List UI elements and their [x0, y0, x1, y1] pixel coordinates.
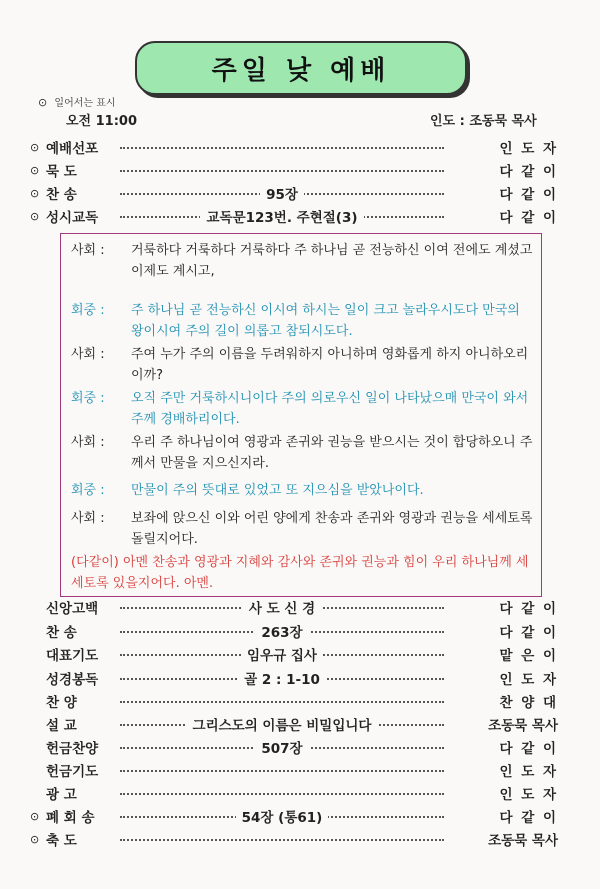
order-item-center: 263장 — [255, 621, 308, 641]
order-item-participant: 인 도 자 — [499, 672, 558, 688]
order-item-detail — [120, 691, 444, 711]
order-item-center: 골 2 : 1-10 — [238, 668, 326, 688]
standing-legend-text: 일어서는 표시 — [54, 98, 116, 109]
order-item-label: 대표기도 — [46, 648, 99, 664]
standing-mark-icon: ⊙ — [30, 163, 40, 177]
responsive-text: 거룩하다 거룩하다 거룩하다 주 하나님 곧 전능하신 이여 전에도 계셨고 이제도 계시고, — [131, 243, 533, 279]
order-item-label: 헌금기도 — [46, 764, 99, 780]
standing-mark-icon: ⊙ — [30, 832, 40, 846]
order-row — [30, 806, 558, 826]
order-row — [30, 714, 558, 734]
responsive-text: (다같이) 아멘 찬송과 영광과 지혜와 감사와 존귀와 권능과 힘이 우리 하나님께 세세토록 있을지어다. 아멘. — [71, 555, 529, 591]
order-item-participant: 다 같 이 — [499, 601, 558, 617]
order-item-detail — [120, 183, 444, 203]
order-item-label: 찬 송 — [46, 625, 77, 641]
order-item-detail — [120, 668, 444, 688]
responsive-speaker: 사회 : — [71, 243, 105, 258]
standing-legend — [38, 94, 116, 109]
order-row — [30, 783, 558, 803]
order-item-label: 폐 회 송 — [46, 810, 95, 826]
order-item-detail — [120, 829, 444, 849]
dot-leader — [120, 170, 444, 172]
order-item-participant: 다 같 이 — [499, 741, 558, 757]
dot-leader — [120, 147, 444, 149]
order-item-detail — [120, 206, 444, 226]
service-time: 오전 11:00 — [66, 114, 138, 129]
order-row — [30, 137, 558, 157]
responsive-line — [71, 240, 533, 282]
standing-mark-icon: ⊙ — [30, 809, 40, 823]
order-item-label: 헌금찬양 — [46, 741, 99, 757]
order-item-participant: 인 도 자 — [499, 787, 558, 803]
order-item-participant: 다 같 이 — [499, 625, 558, 641]
order-item-detail — [120, 714, 444, 734]
order-item-detail — [120, 137, 444, 157]
order-item-detail — [120, 160, 444, 180]
order-item-detail — [120, 597, 444, 617]
dot-leader — [120, 770, 444, 772]
order-item-participant: 맡 은 이 — [499, 648, 558, 664]
order-item-participant: 인 도 자 — [499, 141, 558, 157]
order-item-participant: 찬 양 대 — [499, 695, 558, 711]
order-row — [30, 160, 558, 180]
responsive-speaker: 사회 : — [71, 347, 105, 362]
standing-mark-icon: ⊙ — [30, 209, 40, 223]
order-item-label: 찬 양 — [46, 695, 77, 711]
order-item-label: 축 도 — [46, 833, 77, 849]
order-item-participant: 다 같 이 — [499, 164, 558, 180]
service-leader: 인도 : 조동묵 목사 — [430, 114, 537, 129]
responsive-line — [71, 508, 533, 550]
dot-leader — [120, 793, 444, 795]
order-row — [30, 668, 558, 688]
responsive-text: 주여 누가 주의 이름을 두려워하지 아니하며 영화롭게 하지 아니하오리이까? — [131, 347, 529, 383]
order-item-label: 찬 송 — [46, 187, 77, 203]
responsive-speaker: 사회 : — [71, 511, 105, 526]
order-item-detail — [120, 644, 444, 664]
standing-mark-icon: ⊙ — [30, 186, 40, 200]
order-item-label: 묵 도 — [46, 164, 77, 180]
responsive-text: 보좌에 앉으신 이와 어린 양에게 찬송과 존귀와 영광과 권능을 세세토록 돌릴지어다. — [131, 511, 533, 547]
order-row — [30, 760, 558, 780]
responsive-text: 우리 주 하나님이여 영광과 존귀와 권능을 받으시는 것이 합당하오니 주께서 만물을 지으신지라. — [131, 435, 533, 471]
order-row — [30, 621, 558, 641]
order-item-participant: 조동묵 목사 — [488, 833, 558, 849]
standing-mark-icon: ⊙ — [38, 96, 48, 109]
responsive-speaker: 사회 : — [71, 435, 105, 450]
responsive-speaker: 회중 : — [71, 303, 105, 318]
order-item-center: 54장 (통61) — [236, 806, 329, 826]
responsive-speaker: 회중 : — [71, 483, 105, 498]
order-item-label: 성시교독 — [46, 210, 99, 226]
order-row — [30, 691, 558, 711]
order-item-label: 예배선포 — [46, 141, 99, 157]
order-row — [30, 644, 558, 664]
dot-leader — [120, 701, 444, 703]
responsive-line — [71, 344, 533, 386]
order-row — [30, 829, 558, 849]
order-item-detail — [120, 806, 444, 826]
responsive-line — [71, 552, 533, 594]
order-row — [30, 737, 558, 757]
standing-mark-icon: ⊙ — [30, 140, 40, 154]
order-row — [30, 183, 558, 203]
order-item-participant: 다 같 이 — [499, 810, 558, 826]
responsive-line — [71, 388, 533, 430]
order-row — [30, 206, 558, 226]
responsive-line — [71, 300, 533, 342]
responsive-line — [71, 432, 533, 474]
order-item-center: 임우규 집사 — [241, 644, 323, 664]
dot-leader — [120, 839, 444, 841]
order-item-center: 507장 — [255, 737, 308, 757]
order-item-detail — [120, 621, 444, 641]
order-item-detail — [120, 737, 444, 757]
order-item-participant: 인 도 자 — [499, 764, 558, 780]
responsive-text: 만물이 주의 뜻대로 있었고 또 지으심을 받았나이다. — [131, 483, 424, 498]
responsive-speaker: 회중 : — [71, 391, 105, 406]
order-item-center: 95장 — [260, 183, 304, 203]
order-item-center: 그리스도의 이름은 비밀입니다 — [187, 714, 378, 734]
order-item-center: 사 도 신 경 — [243, 597, 321, 617]
order-row — [30, 597, 558, 617]
order-item-participant: 조동묵 목사 — [488, 718, 558, 734]
order-item-label: 광 고 — [46, 787, 77, 803]
responsive-reading-box — [60, 233, 542, 597]
order-item-label: 신앙고백 — [46, 601, 99, 617]
responsive-text: 주 하나님 곧 전능하신 이시여 하시는 일이 크고 놀라우시도다 만국의 왕이시여 주의 길이 의롭고 참되시도다. — [131, 303, 520, 339]
order-item-center: 교독문123번. 주현절(3) — [200, 206, 363, 226]
order-item-participant: 다 같 이 — [499, 210, 558, 226]
order-item-label: 성경봉독 — [46, 672, 99, 688]
order-item-label: 설 교 — [46, 718, 77, 734]
page-title: 주일 낮 예배 — [135, 41, 467, 95]
responsive-text: 오직 주만 거룩하시니이다 주의 의로우신 일이 나타났으매 만국이 와서 주께 경배하리이다. — [131, 391, 529, 427]
order-item-detail — [120, 783, 444, 803]
order-item-detail — [120, 760, 444, 780]
order-item-participant: 다 같 이 — [499, 187, 558, 203]
